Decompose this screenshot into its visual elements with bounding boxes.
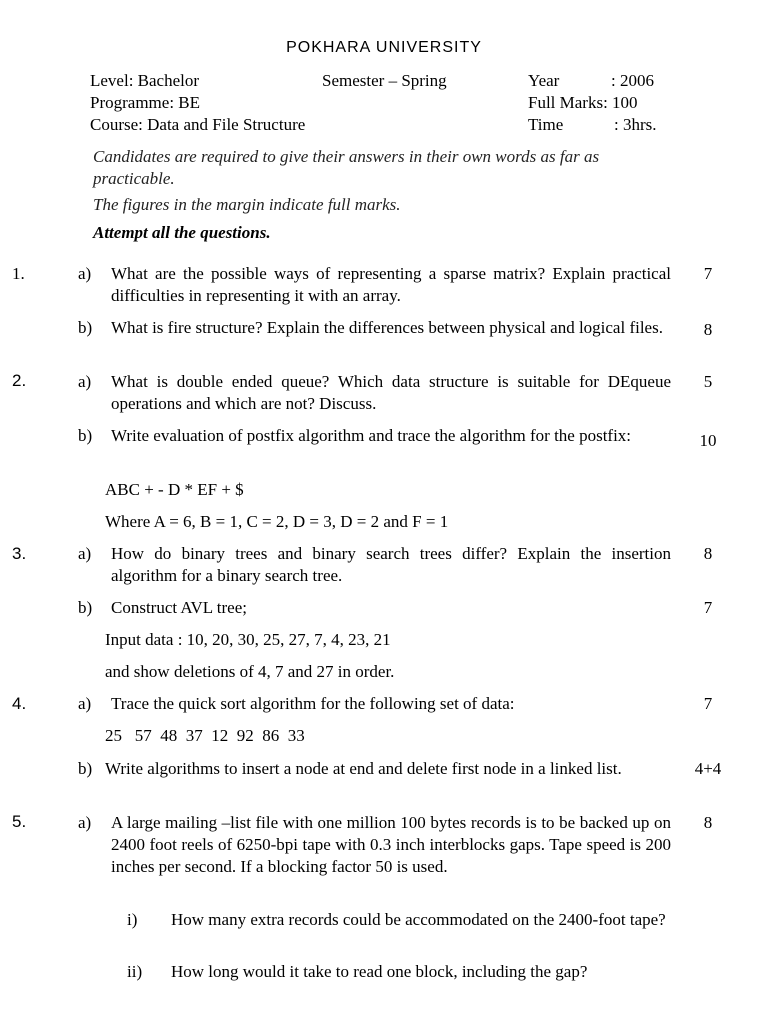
question-text: What is double ended queue? Which data structure is suitable for DEqueue operations and which are not? Discuss. [111, 372, 671, 413]
question-number: 4. [12, 694, 27, 713]
full-marks: Full Marks: 100 [528, 93, 638, 112]
question-text: Trace the quick sort algorithm for the following set of data: [111, 694, 515, 713]
level: Level: Bachelor [90, 71, 200, 90]
question-number: 5. [12, 812, 27, 831]
avl-input-data: Input data : 10, 20, 30, 25, 27, 7, 4, 23, 21 [105, 630, 391, 649]
marks: 8 [703, 320, 713, 339]
avl-deletions: and show deletions of 4, 7 and 27 in order. [105, 662, 395, 681]
postfix-expression: ABC + - D * EF + $ [105, 480, 244, 499]
question-text: Write evaluation of postfix algorithm and trace the algorithm for the postfix: [111, 426, 632, 445]
instruction-marks: The figures in the margin indicate full marks. [93, 195, 401, 214]
question-number: 3. [12, 544, 27, 563]
programme: Programme: BE [90, 93, 201, 112]
part-label: b) [78, 759, 93, 778]
year-label: Year [528, 71, 560, 90]
question-text: Construct AVL tree; [111, 598, 247, 617]
part-label: b) [78, 426, 93, 445]
subpart-label: i) [127, 910, 138, 929]
question-text: Write algorithms to insert a node at end and delete first node in a linked list. [105, 759, 622, 778]
instruction-attempt: Attempt all the questions. [93, 223, 271, 242]
question-text: A large mailing –list file with one million 100 bytes records is to be backed up on 2400 foot reels of 6250-bpi tape with 0.3 inch interblocks gaps. Tape speed is 200 inches per second. If a blocking factor 50 is used. [111, 813, 671, 876]
quicksort-data: 25 57 48 37 12 92 86 33 [105, 726, 305, 745]
subpart-text: How many extra records could be accommodated on the 2400-foot tape? [171, 910, 666, 929]
marks: 8 [703, 813, 713, 832]
time-value: : 3hrs. [614, 115, 657, 134]
part-label: a) [78, 372, 92, 391]
part-label: b) [78, 598, 93, 617]
variable-values: Where A = 6, B = 1, C = 2, D = 3, D = 2 and F = 1 [105, 512, 449, 531]
semester: Semester – Spring [322, 71, 447, 90]
marks: 7 [703, 598, 713, 617]
subpart-label: ii) [127, 962, 143, 981]
marks: 4+4 [694, 759, 722, 778]
university-title: POKHARA UNIVERSITY [286, 39, 482, 56]
marks: 8 [703, 544, 713, 563]
course: Course: Data and File Structure [90, 115, 306, 134]
question-text: What is fire structure? Explain the differences between physical and logical files. [111, 318, 663, 337]
part-label: a) [78, 813, 92, 832]
subpart-text: How long would it take to read one block, including the gap? [171, 962, 588, 981]
part-label: b) [78, 318, 93, 337]
marks: 7 [703, 264, 713, 283]
question-number: 2. [12, 371, 27, 390]
question-text: What are the possible ways of representing a sparse matrix? Explain practical difficulties in representing it with an array. [111, 264, 671, 305]
part-label: a) [78, 694, 92, 713]
marks: 10 [699, 431, 717, 450]
part-label: a) [78, 264, 92, 283]
part-label: a) [78, 544, 92, 563]
marks: 7 [703, 694, 713, 713]
year-value: : 2006 [611, 71, 654, 90]
question-number: 1. [12, 264, 25, 283]
instruction-words: Candidates are required to give their answers in their own words as far as practicable. [93, 147, 600, 188]
question-text: How do binary trees and binary search trees differ? Explain the insertion algorithm for a binary search tree. [111, 544, 671, 585]
marks: 5 [703, 372, 713, 391]
time-label: Time [528, 115, 564, 134]
